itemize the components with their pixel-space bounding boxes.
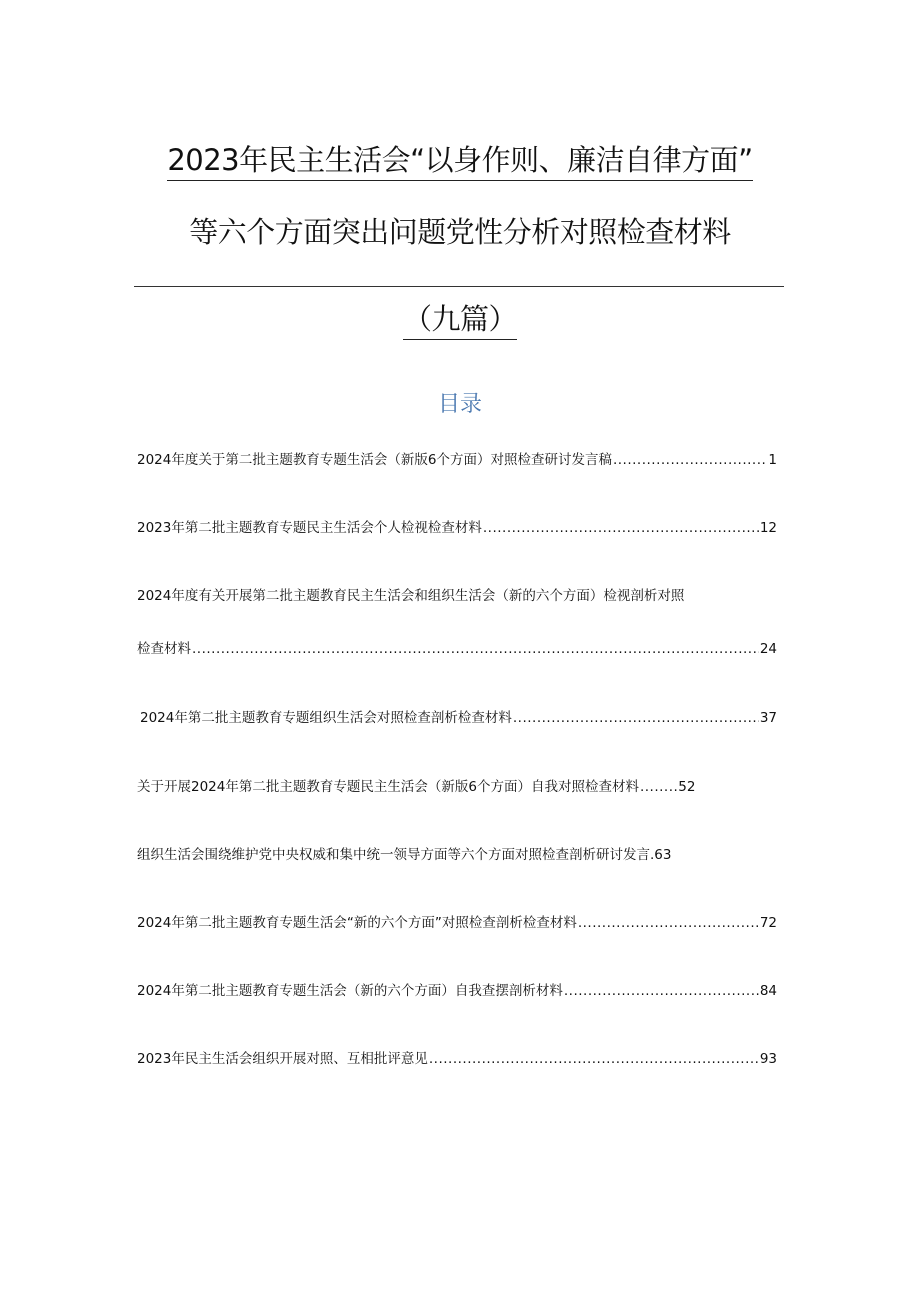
toc-entry-page: 1 <box>768 452 777 468</box>
toc-entry[interactable] <box>137 979 777 999</box>
toc-leader-dots <box>578 915 759 931</box>
toc-leader-dots <box>564 983 759 999</box>
toc-entry-page: 24 <box>759 641 777 657</box>
document-title-line-2 <box>0 210 920 251</box>
toc-entry[interactable] <box>140 706 777 726</box>
toc-leader-dots <box>613 452 767 468</box>
toc-entry[interactable] <box>137 637 777 657</box>
toc-entry-title: 2024年度关于第二批主题教育专题生活会（新版6个方面）对照检查研讨发言稿 <box>137 452 612 468</box>
toc-entry[interactable] <box>137 843 777 863</box>
toc-entry-title: 2024年第二批主题教育专题生活会（新的六个方面）自我查摆剖析材料 <box>137 983 563 999</box>
title-divider <box>134 286 784 287</box>
toc-leader-dots <box>429 1051 759 1067</box>
title-line-2-text: 等六个方面突出问题党性分析对照检查材料 <box>189 215 731 249</box>
toc-entry-title: 2024年第二批主题教育专题组织生活会对照检查剖析检查材料 <box>140 710 512 726</box>
toc-entry-page: 37 <box>759 710 777 726</box>
toc-entry-title: 2024年第二批主题教育专题生活会“新的六个方面”对照检查剖析检查材料 <box>137 915 577 931</box>
toc-entry-page: 72 <box>759 915 777 931</box>
toc-heading: 目录 <box>437 392 482 417</box>
toc-entry[interactable] <box>137 448 777 468</box>
toc-entry-title: 关于开展2024年第二批主题教育专题民主生活会（新版6个方面）自我对照检查材料 <box>137 779 639 795</box>
toc-entry[interactable] <box>137 775 777 795</box>
document-title-line-1 <box>0 138 920 181</box>
toc-leader-dots <box>483 520 759 536</box>
title-line-3-text: （九篇） <box>403 297 517 340</box>
toc-entry[interactable] <box>137 1047 777 1067</box>
toc-entry-page: 84 <box>759 983 777 999</box>
title-line-1-text: 2023年民主生活会“以身作则、廉洁自律方面” <box>167 138 752 181</box>
toc-entry-page: 93 <box>759 1051 777 1067</box>
toc-entry[interactable] <box>137 911 777 931</box>
toc-entry-page: 52 <box>678 779 696 795</box>
toc-entry-title: 2023年第二批主题教育专题民主生活会个人检视检查材料 <box>137 520 482 536</box>
toc-entry-title[interactable]: 2024年度有关开展第二批主题教育民主生活会和组织生活会（新的六个方面）检视剖析对照 <box>137 588 685 604</box>
toc-leader-dots: ........ <box>639 779 679 795</box>
toc-entry-title: 2023年民主生活会组织开展对照、互相批评意见 <box>137 1051 428 1067</box>
toc-entry-title-continued: 检查材料 <box>137 641 191 657</box>
document-title-line-3 <box>0 297 920 340</box>
toc-leader-dots <box>513 710 759 726</box>
toc-entry[interactable] <box>137 516 777 536</box>
toc-entry-title: 组织生活会围绕维护党中央权威和集中统一领导方面等六个方面对照检查剖析研讨发言.63 <box>137 847 672 863</box>
toc-entry-page: 12 <box>759 520 777 536</box>
toc-leader-dots <box>192 641 759 657</box>
